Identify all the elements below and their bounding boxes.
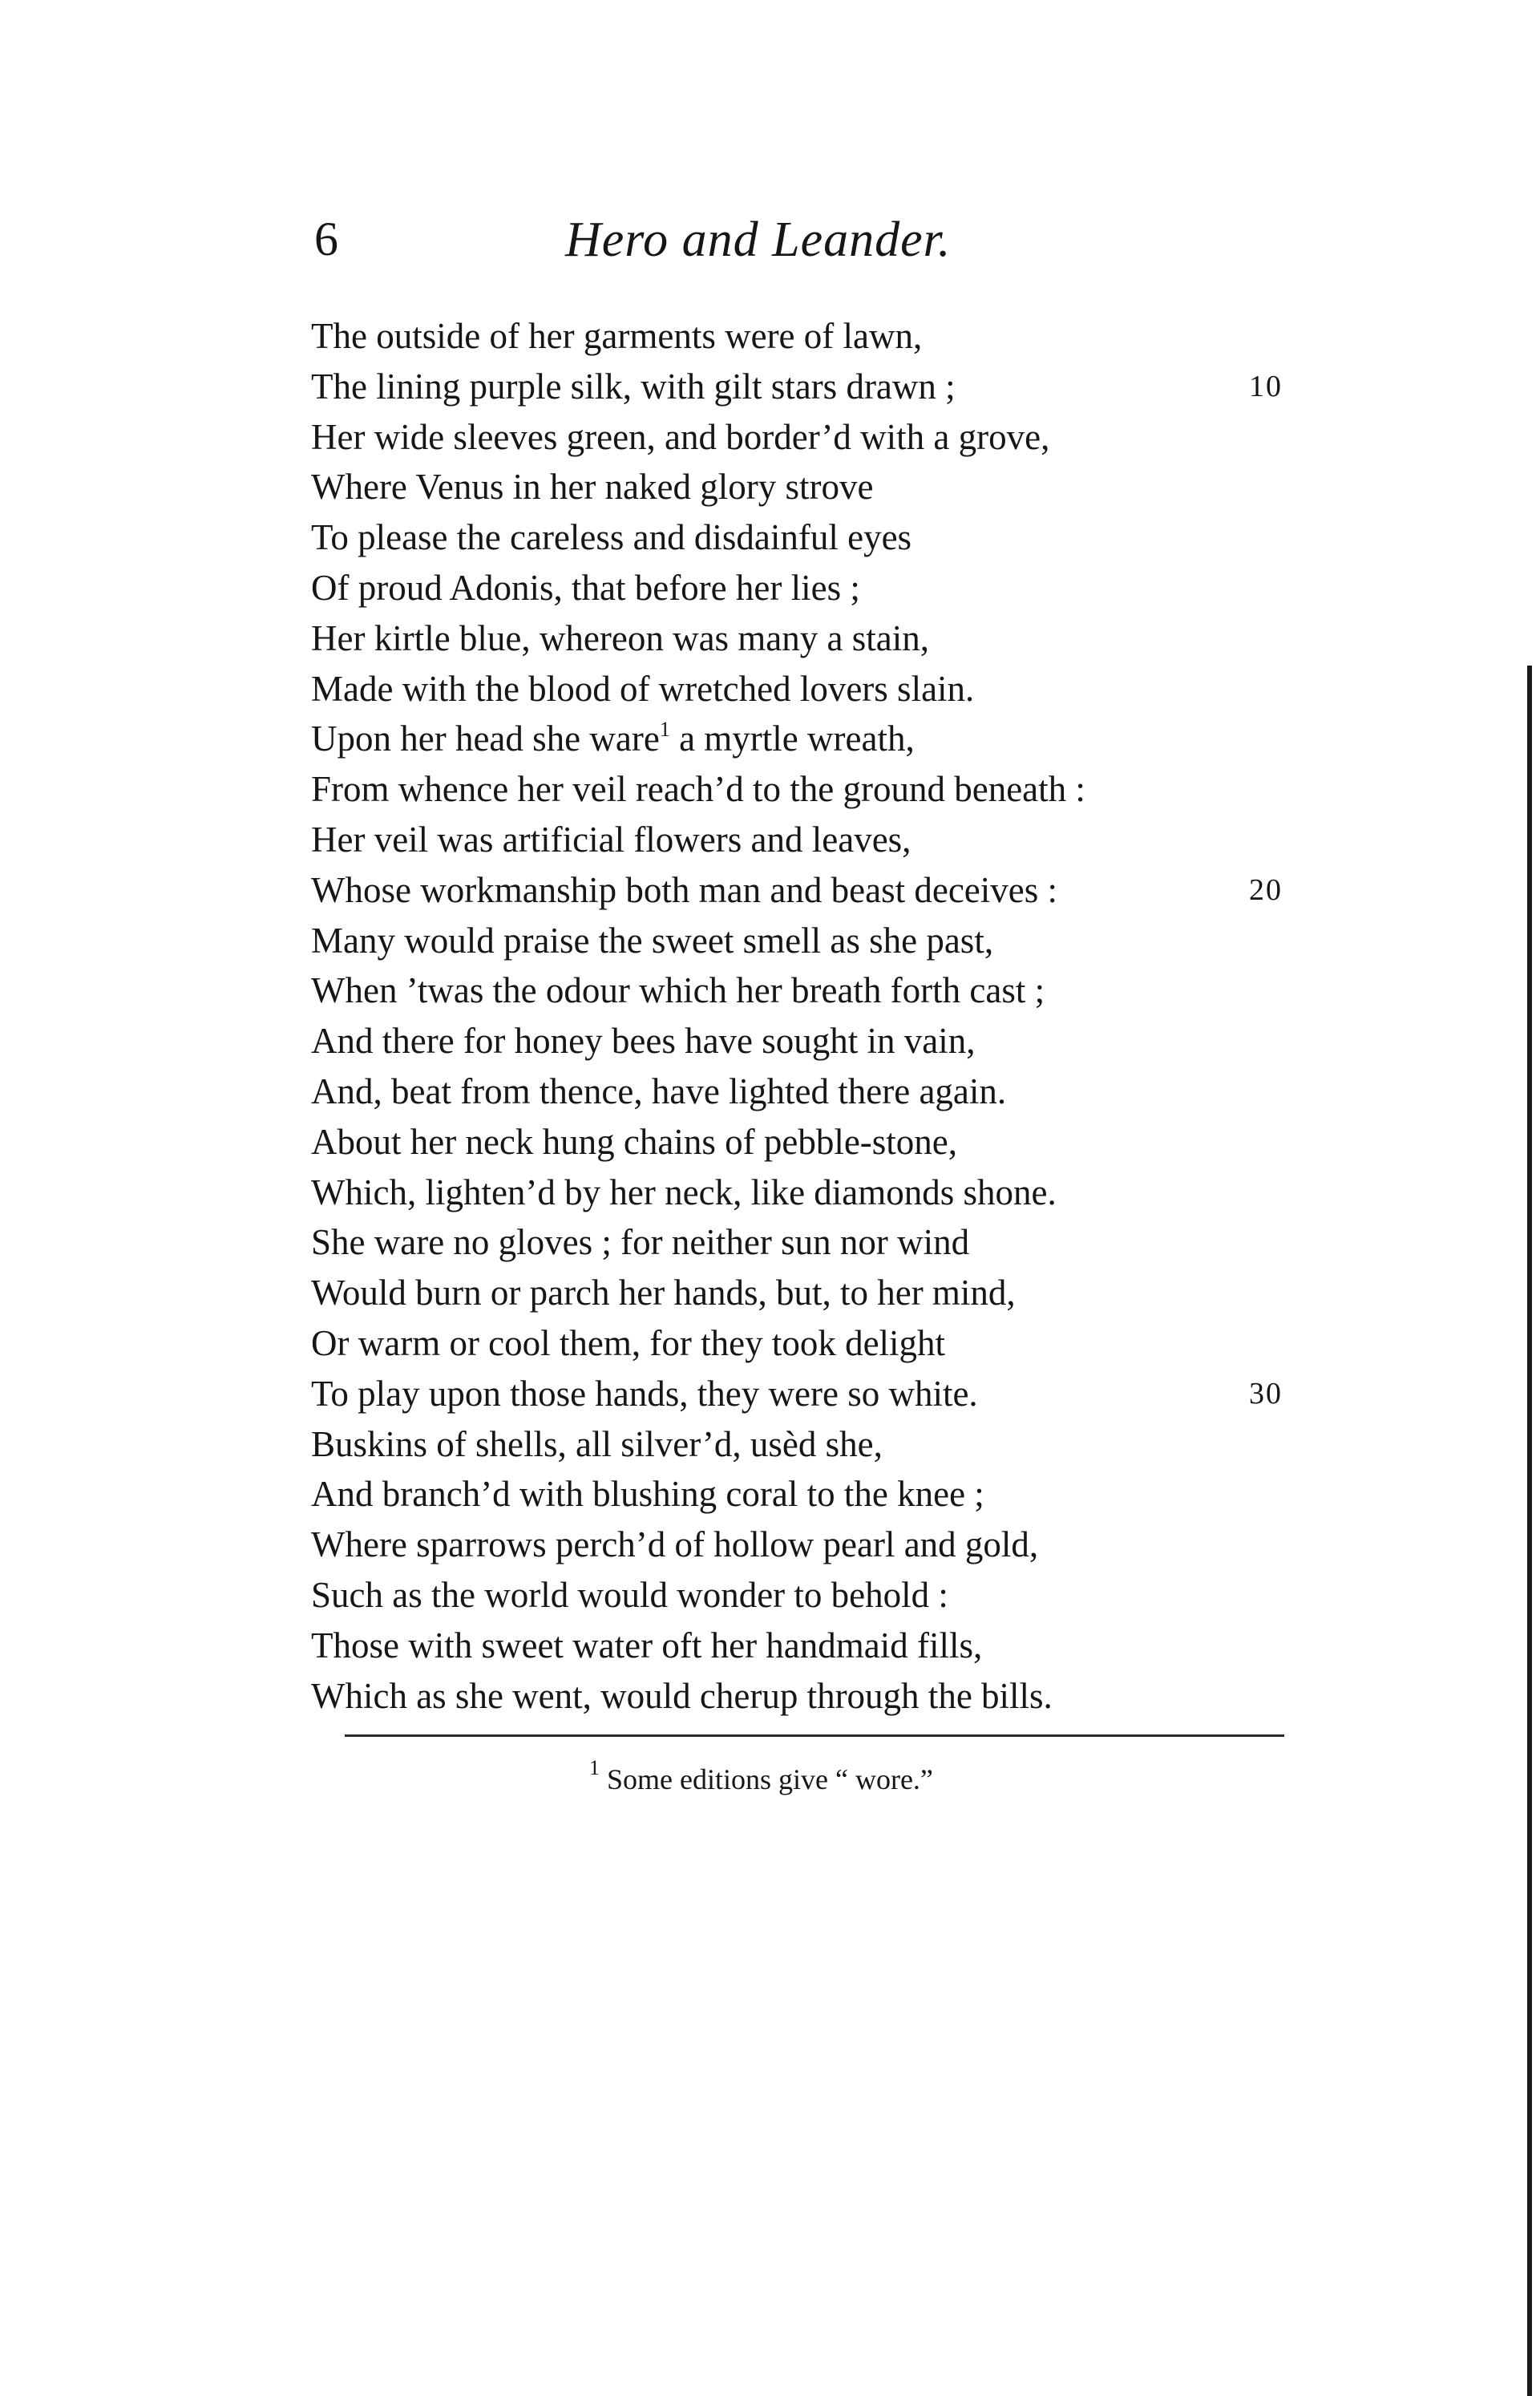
verse-text-main: Where Venus in her naked glory strove xyxy=(311,467,874,508)
verse-text xyxy=(311,1671,1053,1722)
footnote xyxy=(589,1756,933,1797)
line-number: 10 xyxy=(1249,369,1283,403)
verse-line xyxy=(311,1066,1353,1117)
verse-text-main: Her wide sleeves green, and border’d with a grove, xyxy=(311,416,1050,457)
page-number: 6 xyxy=(314,212,338,265)
verse-line xyxy=(311,613,1353,664)
verse-text-main: To please the careless and disdainful eyes xyxy=(311,517,912,558)
verse-text xyxy=(311,1268,1016,1318)
verse-text-main: Many would praise the sweet smell as she past, xyxy=(311,920,994,961)
verse-line xyxy=(311,865,1353,916)
verse-text xyxy=(311,462,873,512)
verse-line xyxy=(311,1268,1353,1318)
verse-text xyxy=(311,1570,948,1621)
verse-text xyxy=(311,1016,976,1066)
verse-text-continued: a myrtle wreath, xyxy=(669,718,915,759)
verse-text xyxy=(311,1066,1006,1117)
verse-text xyxy=(311,815,911,865)
verse-line xyxy=(311,1016,1353,1066)
verse-text xyxy=(311,916,993,966)
verse-text xyxy=(311,1520,1038,1570)
verse-text-main: Which, lighten’d by her neck, like diamonds shone. xyxy=(311,1172,1057,1212)
verse-text-main: And, beat from thence, have lighted there again. xyxy=(311,1071,1007,1111)
verse-text-main: Whose workmanship both man and beast deceives : xyxy=(311,869,1058,910)
verse-text xyxy=(311,362,956,412)
verse-text xyxy=(311,412,1049,463)
verse-text-main: Her veil was artificial flowers and leaves, xyxy=(311,819,911,860)
verse-text-main: And branch’d with blushing coral to the knee ; xyxy=(311,1474,984,1515)
verse-text-main: Where sparrows perch’d of hollow pearl and gold, xyxy=(311,1524,1039,1565)
verse-text xyxy=(311,613,929,664)
verse-text-main: When ’twas the odour which her breath forth cast ; xyxy=(311,970,1045,1011)
verse-text-main: The lining purple silk, with gilt stars drawn ; xyxy=(311,366,956,407)
verse-text xyxy=(311,563,860,613)
verse-line xyxy=(311,412,1353,463)
verse-text-main: Such as the world would wonder to behold : xyxy=(311,1574,948,1615)
verse-line xyxy=(311,664,1353,714)
verse-line xyxy=(311,362,1353,412)
verse-line xyxy=(311,1671,1353,1722)
verse-line xyxy=(311,965,1353,1016)
footnote-marker: 1 xyxy=(589,1756,600,1779)
verse-text xyxy=(311,865,1057,916)
verse-text-main: About her neck hung chains of pebble-stone, xyxy=(311,1121,958,1162)
verse-text-main: Made with the blood of wretched lovers slain. xyxy=(311,668,975,709)
verse-line xyxy=(311,1117,1353,1168)
verse-line xyxy=(311,764,1353,815)
verse-text-main: And there for honey bees have sought in vain, xyxy=(311,1021,976,1062)
verse-line xyxy=(311,1520,1353,1570)
line-number: 20 xyxy=(1249,872,1283,907)
verse-line xyxy=(311,1217,1353,1268)
footnote-text: Some editions give “ wore.” xyxy=(600,1763,933,1795)
verse-line xyxy=(311,714,1353,764)
verse-line xyxy=(311,563,1353,613)
verse-text-main: Her kirtle blue, whereon was many a stain, xyxy=(311,617,929,658)
verse-line xyxy=(311,1168,1353,1218)
verse-text xyxy=(311,1621,982,1671)
verse-text-main: Would burn or parch her hands, but, to her mind, xyxy=(311,1273,1016,1313)
verse-text xyxy=(311,1469,984,1520)
verse-text-main: The outside of her garments were of lawn, xyxy=(311,316,923,356)
verse-text-main: Of proud Adonis, that before her lies ; xyxy=(311,567,860,608)
verse-line xyxy=(311,1318,1353,1369)
line-number: 30 xyxy=(1249,1376,1283,1410)
footnote-rule xyxy=(345,1734,1284,1737)
verse-text xyxy=(311,1168,1057,1218)
verse-text xyxy=(311,1369,978,1419)
verse-text xyxy=(311,512,911,563)
verse-text-main: Upon her head she ware xyxy=(311,718,660,759)
page-edge-line xyxy=(1527,666,1532,2396)
verse-text-main: From whence her veil reach’d to the ground beneath : xyxy=(311,769,1085,810)
verse-text-main: Buskins of shells, all silver’d, usèd she, xyxy=(311,1423,883,1464)
verse-line xyxy=(311,311,1353,362)
verse-text xyxy=(311,764,1085,815)
verse-text xyxy=(311,714,915,764)
verse-text-main: To play upon those hands, they were so white. xyxy=(311,1373,978,1414)
verse-text xyxy=(311,965,1045,1016)
verse-line xyxy=(311,512,1353,563)
verse-text xyxy=(311,664,974,714)
verse-text xyxy=(311,1217,969,1268)
verse-text xyxy=(311,311,922,362)
verse-line xyxy=(311,916,1353,966)
verse-line xyxy=(311,1621,1353,1671)
poem-text xyxy=(311,311,1353,1721)
verse-line xyxy=(311,1469,1353,1520)
verse-text-main: Which as she went, would cherup through the bills. xyxy=(311,1675,1053,1716)
verse-text-main: Those with sweet water oft her handmaid fills, xyxy=(311,1625,983,1665)
verse-text xyxy=(311,1318,945,1369)
verse-line xyxy=(311,1419,1353,1470)
verse-text xyxy=(311,1419,883,1470)
running-title: Hero and Leander. xyxy=(565,212,952,267)
verse-line xyxy=(311,815,1353,865)
verse-line xyxy=(311,1369,1353,1419)
verse-text-main: Or warm or cool them, for they took delight xyxy=(311,1322,946,1363)
verse-line xyxy=(311,462,1353,512)
verse-text-main: She ware no gloves ; for neither sun nor wind xyxy=(311,1222,970,1263)
verse-line xyxy=(311,1570,1353,1621)
footnote-reference[interactable]: 1 xyxy=(659,718,670,742)
verse-text xyxy=(311,1117,957,1168)
